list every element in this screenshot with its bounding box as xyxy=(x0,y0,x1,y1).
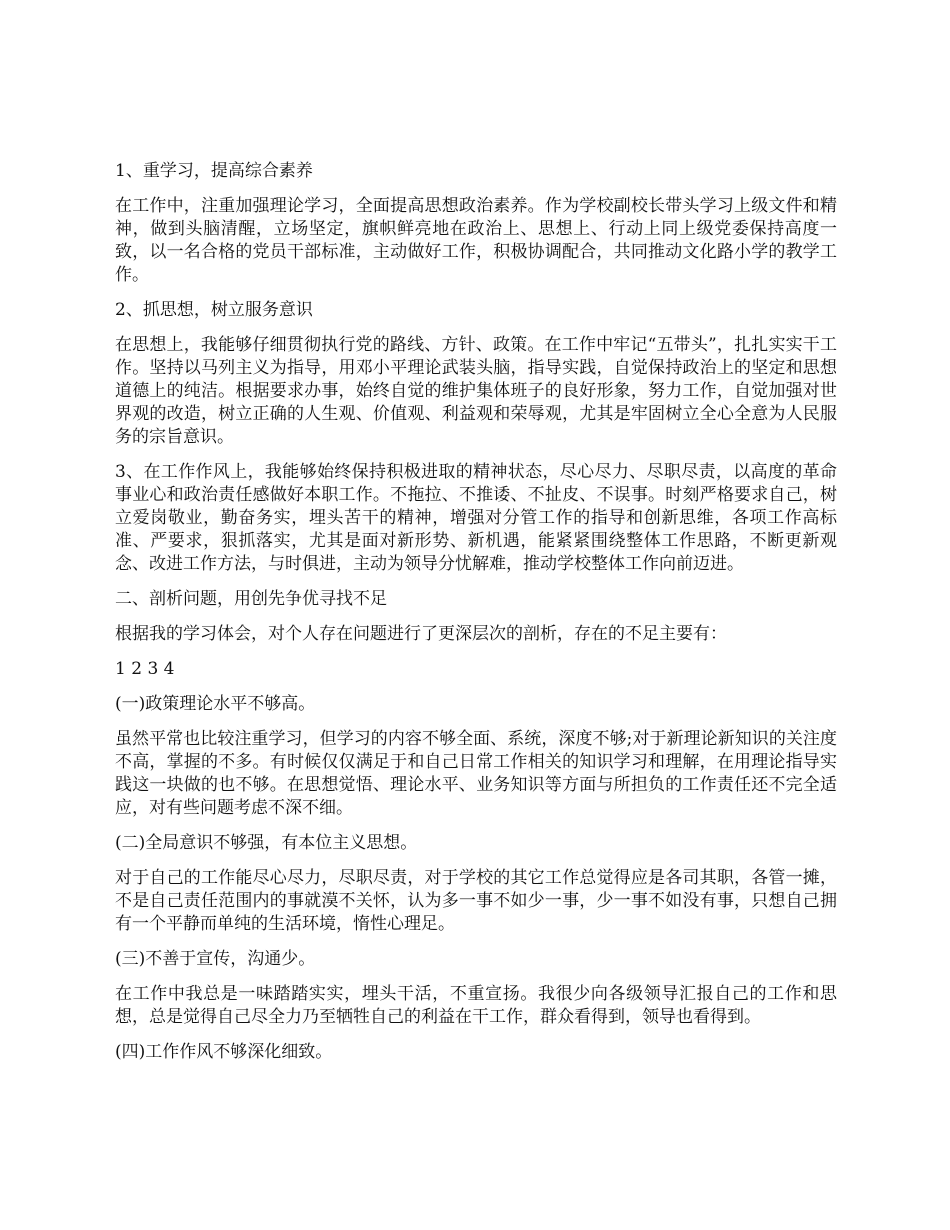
paragraph-work-style: 3、在工作作风上，我能够始终保持积极进取的精神状态，尽心尽力、尽职尽责，以高度的革命事业心和政治责任感做好本职工作。不拖拉、不推诿、不扯皮、不误事。时刻严格要求自己，树立爱岗敬业，勤奋务实，埋头苦干的精神，增强对分管工作的指导和创新思维，各项工作高标准、严要求，狠抓落实，尤其是面对新形势、新机遇，能紧紧围绕整体工作思路，不断更新观念、改进工作方法，与时俱进，主动为领导分忧解难，推动学校整体工作向前迈进。 xyxy=(115,462,837,574)
subheading-communication: (三)不善于宣传，沟通少。 xyxy=(115,949,316,969)
paragraph-analysis-intro: 根据我的学习体会，对个人存在问题进行了更深层次的剖析，存在的不足主要有： xyxy=(115,624,727,644)
paragraph-overall-awareness: 对于自己的工作能尽心尽力，尽职尽责，对于学校的其它工作总觉得应是各司其职，各管一摊，不是自己责任范围内的事就漠不关怀，认为多一事不如少一事，少一事不如没有事，只想自己拥有一个平静而单纯的生活环境，惰性心理足。 xyxy=(115,868,837,934)
section-heading-analysis: 二、剖析问题，用创先争优寻找不足 xyxy=(115,589,387,609)
paragraph-communication: 在工作中我总是一味踏踏实实，埋头干活，不重宣扬。我很少向各级领导汇报自己的工作和思想，总是觉得自己尽全力乃至牺牲自己的利益在干工作，群众看得到，领导也看得到。 xyxy=(115,984,837,1027)
numbering-line: 1 2 3 4 xyxy=(115,659,175,679)
paragraph-thought: 在思想上，我能够仔细贯彻执行党的路线、方针、政策。在工作中牢记“五带头”，扎扎实实干工作。坚持以马列主义为指导，用邓小平理论武装头脑，指导实践，自觉保持政治上的坚定和思想道德上的纯洁。根据要求办事，始终自觉的维护集体班子的良好形象，努力工作，自觉加强对世界观的改造，树立正确的人生观、价值观、利益观和荣辱观，尤其是牢固树立全心全意为人民服务的宗旨意识。 xyxy=(115,335,837,447)
subheading-work-style-detail: (四)工作作风不够深化细致。 xyxy=(115,1042,333,1062)
paragraph-study: 在工作中，注重加强理论学习，全面提高思想政治素养。作为学校副校长带头学习上级文件和精神，做到头脑清醒，立场坚定，旗帜鲜亮地在政治上、思想上、行动上同上级党委保持高度一致，以一名合格的党员干部标准，主动做好工作，积极协调配合，共同推动文化路小学的教学工作。 xyxy=(115,196,837,285)
paragraph-policy-theory: 虽然平常也比较注重学习，但学习的内容不够全面、系统，深度不够;对于新理论新知识的关注度不高，掌握的不多。有时候仅仅满足于和自己日常工作相关的知识学习和理解，在用理论指导实践这一块做的也不够。在思想觉悟、理论水平、业务知识等方面与所担负的工作责任还不完全适应，对有些问题考虑不深不细。 xyxy=(115,729,837,818)
subheading-overall-awareness: (二)全局意识不够强，有本位主义思想。 xyxy=(115,833,418,853)
subheading-policy-theory: (一)政策理论水平不够高。 xyxy=(115,694,316,714)
section-heading-study: 1、重学习，提高综合素养 xyxy=(115,161,313,181)
section-heading-thought: 2、抓思想，树立服务意识 xyxy=(115,300,313,320)
document-page xyxy=(115,160,837,1076)
